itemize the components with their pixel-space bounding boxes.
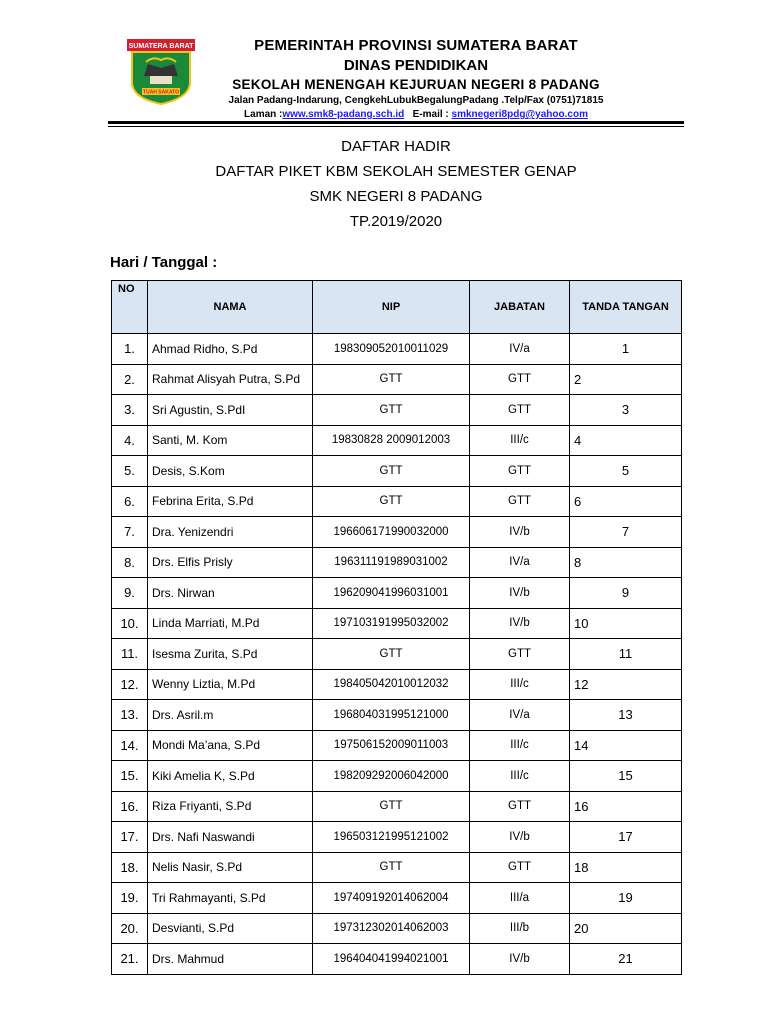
column-header-jabatan: JABATAN: [470, 281, 570, 334]
teacher-nip: GTT: [313, 395, 470, 426]
signature-cell[interactable]: 10: [570, 608, 682, 639]
teacher-name: Riza Friyanti, S.Pd: [148, 791, 313, 822]
signature-cell[interactable]: 20: [570, 913, 682, 944]
province-emblem-icon: [126, 38, 196, 106]
teacher-name: Tri Rahmayanti, S.Pd: [148, 883, 313, 914]
teacher-nip: GTT: [313, 852, 470, 883]
row-number: 20.: [112, 913, 148, 944]
row-number: 15.: [112, 761, 148, 792]
teacher-nip: 196503121995121002: [313, 822, 470, 853]
signature-cell[interactable]: 1: [570, 334, 682, 365]
signature-cell[interactable]: 18: [570, 852, 682, 883]
teacher-nip: 19830828 2009012003: [313, 425, 470, 456]
row-number: 18.: [112, 852, 148, 883]
teacher-name: Mondi Ma’ana, S.Pd: [148, 730, 313, 761]
column-header-no: NO: [112, 281, 148, 334]
teacher-name: Drs. Mahmud: [148, 944, 313, 975]
teacher-jabatan: IV/a: [470, 334, 570, 365]
document-title-block: [108, 134, 684, 234]
teacher-name: Drs. Elfis Prisly: [148, 547, 313, 578]
teacher-name: Santi, M. Kom: [148, 425, 313, 456]
teacher-nip: 198209292006042000: [313, 761, 470, 792]
government-name: PEMERINTAH PROVINSI SUMATERA BARAT: [254, 37, 578, 54]
teacher-jabatan: IV/b: [470, 944, 570, 975]
row-number: 11.: [112, 639, 148, 670]
row-number: 8.: [112, 547, 148, 578]
email-label: E-mail :: [412, 109, 449, 120]
department-name: DINAS PENDIDIKAN: [343, 57, 489, 74]
signature-cell[interactable]: 13: [570, 700, 682, 731]
table-row: [112, 730, 682, 761]
signature-cell[interactable]: 5: [570, 456, 682, 487]
table-row: [112, 700, 682, 731]
teacher-nip: GTT: [313, 364, 470, 395]
teacher-jabatan: IV/b: [470, 822, 570, 853]
table-row: [112, 395, 682, 426]
row-number: 3.: [112, 395, 148, 426]
teacher-nip: 196404041994021001: [313, 944, 470, 975]
row-number: 2.: [112, 364, 148, 395]
row-number: 4.: [112, 425, 148, 456]
teacher-name: Desis, S.Kom: [148, 456, 313, 487]
teacher-jabatan: GTT: [470, 486, 570, 517]
table-header-row: [112, 281, 682, 334]
signature-cell[interactable]: 16: [570, 791, 682, 822]
signature-cell[interactable]: 8: [570, 547, 682, 578]
column-header-tanda-tangan: TANDA TANGAN: [570, 281, 682, 334]
teacher-nip: 196804031995121000: [313, 700, 470, 731]
table-row: [112, 791, 682, 822]
emblem-motto: TUAH SAKATO: [143, 89, 179, 96]
table-row: [112, 852, 682, 883]
row-number: 17.: [112, 822, 148, 853]
table-row: [112, 761, 682, 792]
teacher-name: Nelis Nasir, S.Pd: [148, 852, 313, 883]
teacher-nip: 197506152009011003: [313, 730, 470, 761]
teacher-name: Wenny Liztia, M.Pd: [148, 669, 313, 700]
date-label: Hari / Tanggal :: [110, 254, 218, 271]
signature-cell[interactable]: 14: [570, 730, 682, 761]
row-number: 13.: [112, 700, 148, 731]
teacher-jabatan: III/a: [470, 883, 570, 914]
teacher-nip: GTT: [313, 486, 470, 517]
teacher-nip: 198309052010011029: [313, 334, 470, 365]
column-header-nama: NAMA: [148, 281, 313, 334]
teacher-jabatan: GTT: [470, 791, 570, 822]
teacher-nip: 196606171990032000: [313, 517, 470, 548]
school-title: SMK NEGERI 8 PADANG: [309, 188, 483, 205]
teacher-name: Kiki Amelia K, S.Pd: [148, 761, 313, 792]
teacher-jabatan: IV/a: [470, 547, 570, 578]
table-row: [112, 913, 682, 944]
teacher-name: Ahmad Ridho, S.Pd: [148, 334, 313, 365]
signature-cell[interactable]: 17: [570, 822, 682, 853]
letterhead: [0, 0, 768, 130]
table-row: [112, 334, 682, 365]
school-address: Jalan Padang-Indarung, CengkehLubukBegalungPadang .Telp/Fax (0751)71815: [228, 95, 604, 106]
letterhead-text: [200, 36, 632, 122]
school-year: TP.2019/2020: [349, 213, 443, 230]
teacher-jabatan: III/c: [470, 669, 570, 700]
emblem-label: SUMATERA BARAT: [128, 43, 194, 50]
signature-cell[interactable]: 9: [570, 578, 682, 609]
row-number: 10.: [112, 608, 148, 639]
teacher-jabatan: GTT: [470, 364, 570, 395]
teacher-jabatan: III/b: [470, 913, 570, 944]
signature-cell[interactable]: 3: [570, 395, 682, 426]
teacher-nip: GTT: [313, 456, 470, 487]
table-row: [112, 944, 682, 975]
teacher-jabatan: III/c: [470, 761, 570, 792]
table-row: [112, 456, 682, 487]
teacher-nip: 197103191995032002: [313, 608, 470, 639]
letterhead-divider-thick: [108, 121, 684, 124]
row-number: 5.: [112, 456, 148, 487]
teacher-jabatan: IV/a: [470, 700, 570, 731]
signature-cell[interactable]: 6: [570, 486, 682, 517]
letterhead-divider-thin: [108, 126, 684, 127]
teacher-name: Drs. Nirwan: [148, 578, 313, 609]
contact-line: [200, 108, 632, 122]
row-number: 12.: [112, 669, 148, 700]
teacher-jabatan: GTT: [470, 395, 570, 426]
teacher-name: Dra. Yenizendri: [148, 517, 313, 548]
signature-cell[interactable]: 2: [570, 364, 682, 395]
document-subtitle: DAFTAR PIKET KBM SEKOLAH SEMESTER GENAP: [215, 163, 577, 180]
table-row: [112, 639, 682, 670]
row-number: 19.: [112, 883, 148, 914]
table-row: [112, 883, 682, 914]
signature-cell[interactable]: 19: [570, 883, 682, 914]
teacher-jabatan: GTT: [470, 639, 570, 670]
teacher-nip: GTT: [313, 791, 470, 822]
row-number: 1.: [112, 334, 148, 365]
teacher-nip: 197409192014062004: [313, 883, 470, 914]
teacher-name: Drs. Nafi Naswandi: [148, 822, 313, 853]
table-row: [112, 364, 682, 395]
teacher-jabatan: GTT: [470, 852, 570, 883]
table-row: [112, 822, 682, 853]
table-row: [112, 517, 682, 548]
website-link[interactable]: www.smk8-padang.sch.id: [282, 109, 405, 120]
attendance-table: [111, 280, 682, 975]
teacher-name: Rahmat Alisyah Putra, S.Pd: [148, 364, 313, 395]
school-name: SEKOLAH MENENGAH KEJURUAN NEGERI 8 PADANG: [232, 77, 600, 92]
column-header-nip: NIP: [313, 281, 470, 334]
email-link[interactable]: smknegeri8pdg@yahoo.com: [451, 109, 588, 120]
signature-cell[interactable]: 11: [570, 639, 682, 670]
row-number: 21.: [112, 944, 148, 975]
row-number: 14.: [112, 730, 148, 761]
teacher-jabatan: IV/b: [470, 578, 570, 609]
teacher-jabatan: GTT: [470, 456, 570, 487]
teacher-nip: 196209041996031001: [313, 578, 470, 609]
signature-cell[interactable]: 21: [570, 944, 682, 975]
teacher-name: Febrina Erita, S.Pd: [148, 486, 313, 517]
teacher-nip: 198405042010012032: [313, 669, 470, 700]
teacher-nip: 196311191989031002: [313, 547, 470, 578]
teacher-name: Linda Marriati, M.Pd: [148, 608, 313, 639]
signature-cell[interactable]: 4: [570, 425, 682, 456]
row-number: 6.: [112, 486, 148, 517]
teacher-jabatan: IV/b: [470, 517, 570, 548]
signature-cell[interactable]: 15: [570, 761, 682, 792]
document-title: DAFTAR HADIR: [341, 138, 451, 155]
teacher-name: Isesma Zurita, S.Pd: [148, 639, 313, 670]
teacher-name: Sri Agustin, S.PdI: [148, 395, 313, 426]
signature-cell[interactable]: 7: [570, 517, 682, 548]
website-label: Laman :: [244, 109, 283, 120]
teacher-name: Drs. Asril.m: [148, 700, 313, 731]
table-row: [112, 608, 682, 639]
teacher-name: Desvianti, S.Pd: [148, 913, 313, 944]
table-body: [112, 334, 682, 975]
teacher-nip: 197312302014062003: [313, 913, 470, 944]
teacher-jabatan: III/c: [470, 425, 570, 456]
table-row: [112, 486, 682, 517]
teacher-nip: GTT: [313, 639, 470, 670]
table-row: [112, 669, 682, 700]
signature-cell[interactable]: 12: [570, 669, 682, 700]
teacher-jabatan: IV/b: [470, 608, 570, 639]
teacher-jabatan: III/c: [470, 730, 570, 761]
table-row: [112, 578, 682, 609]
row-number: 16.: [112, 791, 148, 822]
row-number: 9.: [112, 578, 148, 609]
table-row: [112, 547, 682, 578]
table-row: [112, 425, 682, 456]
row-number: 7.: [112, 517, 148, 548]
